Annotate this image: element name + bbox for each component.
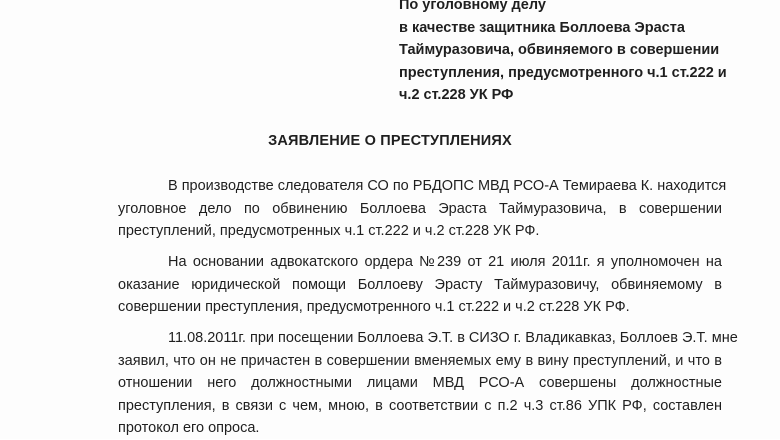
addressee-line: ч.2 ст.228 УК РФ (399, 87, 514, 103)
addressee-line: Таймуразовича, обвиняемого в совершении (399, 42, 720, 58)
paragraph-line: уголовное дело по обвинению Боллоева Эраста Таймуразовича, в совершении (118, 200, 722, 217)
addressee-line: По уголовному делу (399, 0, 546, 13)
paragraph-line: заявил, что он не причастен в совершении вменяемых ему в вину преступлений, и что в (118, 352, 722, 369)
addressee-block (399, 0, 729, 107)
addressee-line: в качестве защитника Боллоева Эраста (399, 19, 685, 36)
paragraph-line: отношении него должностными лицами МВД РСО-А совершены должностные (118, 375, 722, 391)
paragraph-line: В производстве следователя СО по РБДОПС МВД РСО-А Темираева К. находится (168, 178, 727, 194)
paragraph-line: оказание юридической помощи Боллоеву Эрасту Таймуразовичу, обвиняемому в (118, 276, 722, 293)
paragraph (118, 327, 738, 440)
paragraph (118, 175, 727, 243)
paragraph-line: На основании адвокатского ордера №239 от 21 июля 2011г. я уполномочен на (168, 254, 722, 270)
paragraph-line: совершении преступления, предусмотренного ч.1 ст.222 и ч.2 ст.228 УК РФ. (118, 299, 630, 315)
paragraph (118, 251, 722, 319)
addressee-line: преступления, предусмотренного ч.1 ст.222 и (399, 64, 727, 81)
document-title: ЗАЯВЛЕНИЕ О ПРЕСТУПЛЕНИЯХ (268, 133, 512, 149)
paragraph-line: преступления, в связи с чем, мною, в соответствии с п.2 ч.3 ст.86 УПК РФ, составлен (118, 397, 722, 414)
paragraph-line: 11.08.2011г. при посещении Боллоева Э.Т. в СИЗО г. Владикавказ, Боллоев Э.Т. мне (168, 330, 738, 346)
paragraph-line: преступлений, предусмотренных ч.1 ст.222 и ч.2 ст.228 УК РФ. (118, 223, 540, 239)
paragraph-line: протокол его опроса. (118, 420, 260, 436)
